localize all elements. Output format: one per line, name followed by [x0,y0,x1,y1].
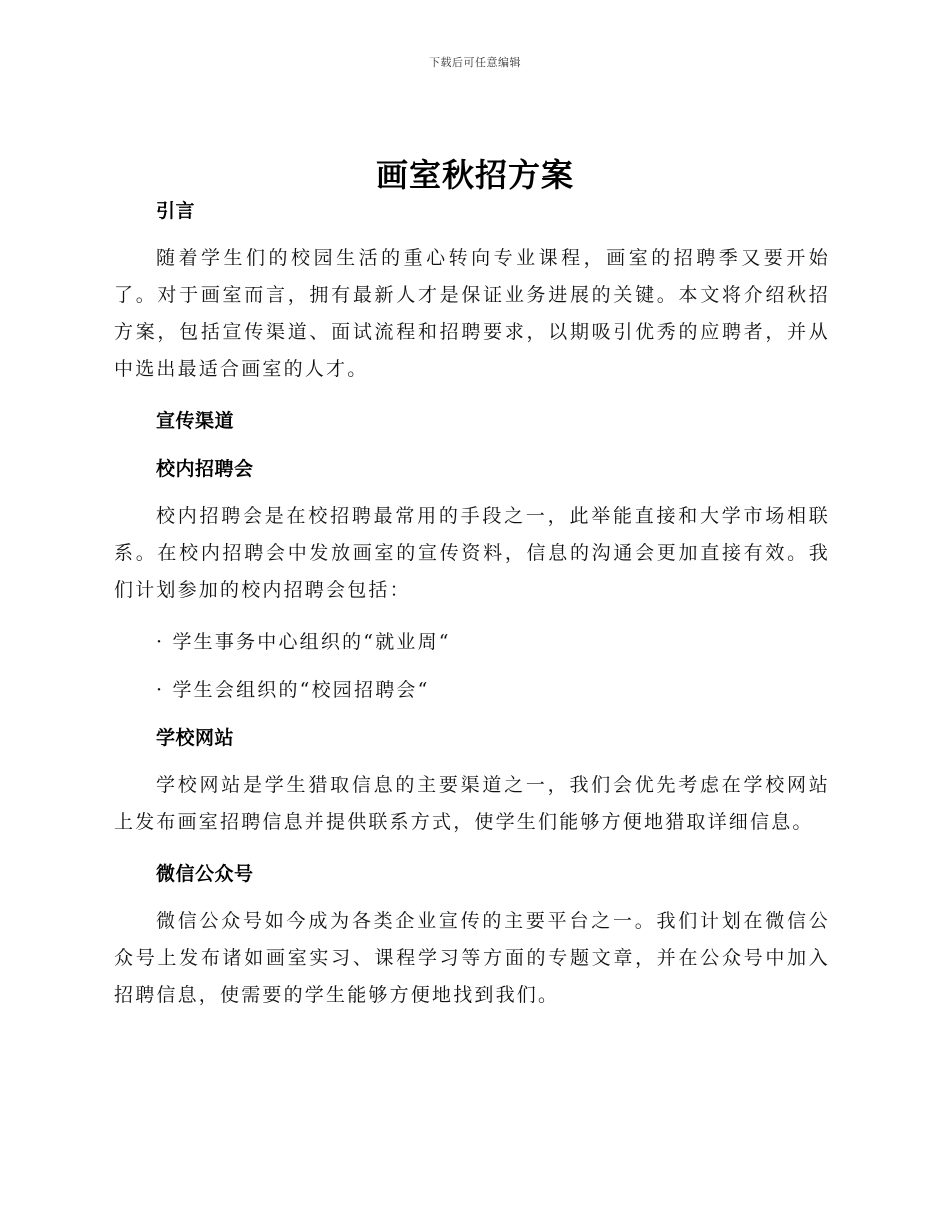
section-heading-wechat: 微信公众号 [156,863,254,885]
list-item: · 学生事务中心组织的“就业周“ [156,631,451,653]
paragraph-intro: 随着学生们的校园生活的重心转向专业课程，画室的招聘季又要开始了。对于画室而言，拥有最新人才是保证业务进展的关键。本文将介绍秋招方案，包括宣传渠道、面试流程和招聘要求，以期吸引优秀的应聘者，并从中选出最适合画室的人才。 [114,247,830,380]
section-heading-channels: 宣传渠道 [156,410,235,432]
document-title: 画室秋招方案 [375,156,574,194]
header-note: 下载后可任意编辑 [429,56,521,69]
list-item: · 学生会组织的“校园招聘会“ [156,679,430,701]
paragraph-website: 学校网站是学生猎取信息的主要渠道之一，我们会优先考虑在学校网站上发布画室招聘信息并提供联系方式，使学生们能够方便地猎取详细信息。 [114,774,830,833]
section-heading-website: 学校网站 [156,727,235,749]
paragraph-wechat: 微信公众号如今成为各类企业宣传的主要平台之一。我们计划在微信公众号上发布诸如画室实习、课程学习等方面的专题文章，并在公众号中加入招聘信息，使需要的学生能够方便地找到我们。 [114,910,830,1006]
paragraph-campus-fair: 校内招聘会是在校招聘最常用的手段之一，此举能直接和大学市场相联系。在校内招聘会中发放画室的宣传资料，信息的沟通会更加直接有效。我们计划参加的校内招聘会包括： [114,505,830,601]
document-body [114,196,830,1014]
section-heading-campus-fair: 校内招聘会 [156,458,254,480]
section-heading-intro: 引言 [156,200,196,222]
